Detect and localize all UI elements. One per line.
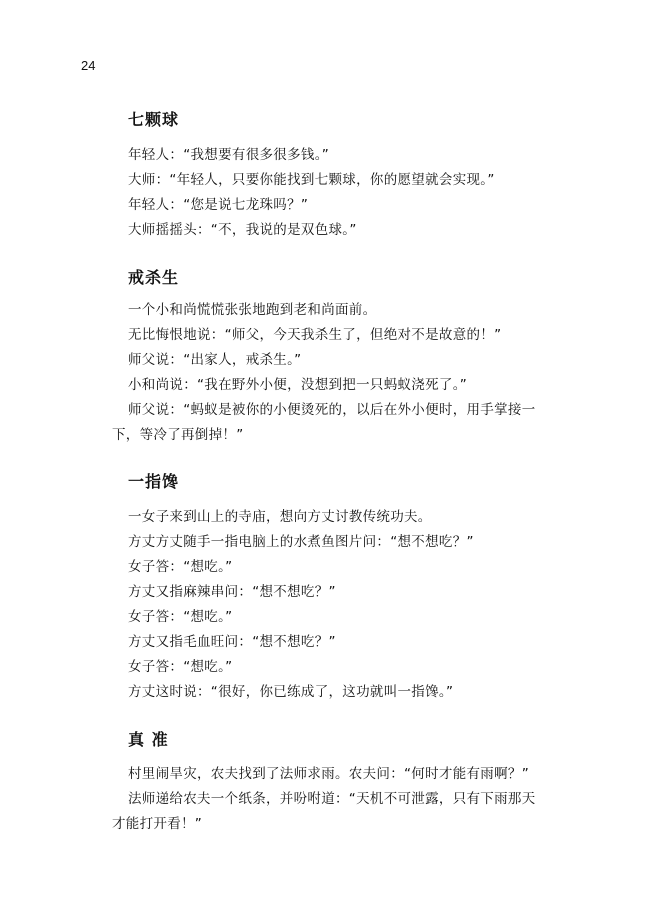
text-line: 师父说：“蚂蚁是被你的小便烫死的，以后在外小便时，用手掌接一 <box>128 402 536 418</box>
section-title: 真 准 <box>128 730 169 749</box>
text-line: 女子答：“想吃。” <box>128 609 233 625</box>
text-line: 方丈方丈随手一指电脑上的水煮鱼图片问：“想不想吃？” <box>128 534 474 550</box>
text-line: 村里闹旱灾，农夫找到了法师求雨。农夫问：“何时才能有雨啊？” <box>128 766 529 782</box>
text-line: 方丈又指麻辣串问：“想不想吃？” <box>128 584 336 600</box>
text-line: 才能打开看！” <box>112 816 203 832</box>
text-line: 无比悔恨地说：“师父，今天我杀生了，但绝对不是故意的！” <box>128 327 502 343</box>
text-line: 方丈又指毛血旺问：“想不想吃？” <box>128 634 336 650</box>
text-line: 一个小和尚慌慌张张地跑到老和尚面前。 <box>128 302 377 318</box>
text-line: 女子答：“想吃。” <box>128 559 233 575</box>
text-line: 年轻人：“我想要有很多很多钱。” <box>128 147 330 163</box>
text-line: 年轻人：“您是说七龙珠吗？” <box>128 197 309 213</box>
text-line: 一女子来到山上的寺庙，想向方丈讨教传统功夫。 <box>128 509 432 525</box>
text-line: 女子答：“想吃。” <box>128 659 233 675</box>
section-title: 一指馋 <box>128 472 180 491</box>
text-line: 大师：“年轻人，只要你能找到七颗球，你的愿望就会实现。” <box>128 172 495 188</box>
page-number: 24 <box>81 58 96 73</box>
text-line: 法师递给农夫一个纸条，并吩咐道：“天机不可泄露，只有下雨那天 <box>128 791 536 807</box>
section-title: 戒杀生 <box>128 268 180 287</box>
text-line: 师父说：“出家人，戒杀生。” <box>128 352 302 368</box>
text-line: 下，等冷了再倒掉！” <box>112 427 244 443</box>
text-line: 大师摇摇头：“不，我说的是双色球。” <box>128 222 357 238</box>
section-title: 七颗球 <box>128 110 180 129</box>
text-line: 方丈这时说：“很好，你已练成了，这功就叫一指馋。” <box>128 684 454 700</box>
text-line: 小和尚说：“我在野外小便，没想到把一只蚂蚁浇死了。” <box>128 377 468 393</box>
